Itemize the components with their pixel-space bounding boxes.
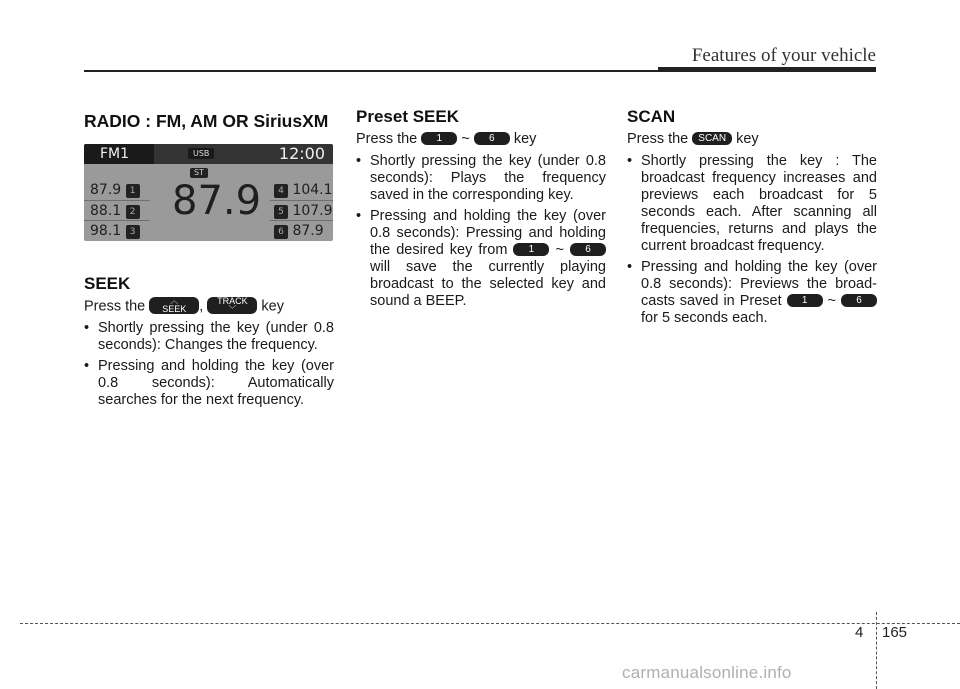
display-divider bbox=[270, 220, 333, 221]
list-item: • Shortly pressing the key : The broadcast frequency increases and previews each broadcast for 5 seconds each. After scanning all frequencies, returns and plays the current broadcast frequency. bbox=[627, 153, 877, 255]
preset-key-1: 1 bbox=[513, 243, 549, 256]
display-clock: 12:00 bbox=[278, 144, 325, 163]
list-item: • Shortly pressing the key (under 0.8 seconds): Changes the frequency. bbox=[84, 320, 334, 354]
preset-key-1: 1 bbox=[787, 294, 823, 307]
scan-bullet-list bbox=[627, 153, 877, 327]
list-item: • Pressing and holding the key (over 0.8 seconds): Pressing and holding the desired key from 1 ~ 6 will save the currently playing broadcast to the selected key and sound a BEEP. bbox=[356, 208, 606, 310]
display-preset-3: 98.1 3 bbox=[90, 223, 140, 239]
seek-instruction: Press the ︿ SEEK , TRACK ﹀ key bbox=[84, 296, 284, 315]
chevron-up-icon: ︿ bbox=[170, 296, 179, 305]
track-key: TRACK ﹀ bbox=[207, 297, 257, 314]
display-usb-badge: USB bbox=[188, 148, 214, 159]
list-item: • Shortly pressing the key (under 0.8 seconds): Plays the frequency saved in the corresponding key. bbox=[356, 153, 606, 204]
display-preset-6: 6 87.9 bbox=[274, 223, 324, 239]
footer-rule bbox=[20, 623, 960, 624]
display-preset-5: 5 107.9 bbox=[274, 203, 333, 219]
display-divider bbox=[84, 200, 150, 201]
display-band: FM1 bbox=[84, 144, 154, 164]
preset-key-6: 6 bbox=[841, 294, 877, 307]
preset-key-6: 6 bbox=[474, 132, 510, 145]
preset-seek-bullet-list bbox=[356, 153, 606, 310]
column-preset-seek bbox=[356, 108, 606, 314]
watermark: carmanualsonline.info bbox=[622, 663, 792, 682]
footer-divider bbox=[876, 612, 877, 689]
section-heading-scan: SCAN bbox=[627, 107, 676, 126]
section-heading-preset-seek: Preset SEEK bbox=[356, 107, 459, 126]
display-divider bbox=[84, 220, 150, 221]
preset-key-6: 6 bbox=[570, 243, 606, 256]
radio-display-image bbox=[84, 144, 333, 241]
preset-seek-instruction: Press the 1 ~ 6 key bbox=[356, 131, 537, 147]
scan-key: SCAN bbox=[692, 132, 732, 145]
display-preset-4: 4 104.1 bbox=[274, 182, 333, 198]
display-stereo-badge: ST bbox=[190, 168, 208, 178]
list-item: • Pressing and holding the key (over 0.8 seconds): Automatically searches for the next frequency. bbox=[84, 358, 334, 409]
page-number: 165 bbox=[882, 624, 908, 641]
display-frequency: 87.9 bbox=[172, 178, 262, 224]
section-heading-radio: RADIO : FM, AM OR SiriusXM bbox=[84, 111, 329, 131]
chevron-down-icon: ﹀ bbox=[228, 305, 237, 314]
seek-bullet-list bbox=[84, 320, 334, 409]
column-radio bbox=[84, 108, 334, 413]
list-item: • Pressing and holding the key (over 0.8 seconds): Previews the broad-casts saved in Preset 1 ~ 6 for 5 seconds each. bbox=[627, 259, 877, 327]
display-preset-2: 88.1 2 bbox=[90, 203, 140, 219]
header-rule-accent bbox=[658, 67, 876, 72]
seek-key: ︿ SEEK bbox=[149, 297, 199, 314]
column-scan bbox=[627, 108, 877, 331]
header-title: Features of your vehicle bbox=[691, 45, 876, 66]
display-divider bbox=[270, 200, 333, 201]
chapter-number: 4 bbox=[855, 624, 864, 641]
section-heading-seek: SEEK bbox=[84, 274, 131, 293]
preset-key-1: 1 bbox=[421, 132, 457, 145]
scan-instruction: Press the SCAN key bbox=[627, 131, 759, 147]
display-preset-1: 87.9 1 bbox=[90, 182, 140, 198]
